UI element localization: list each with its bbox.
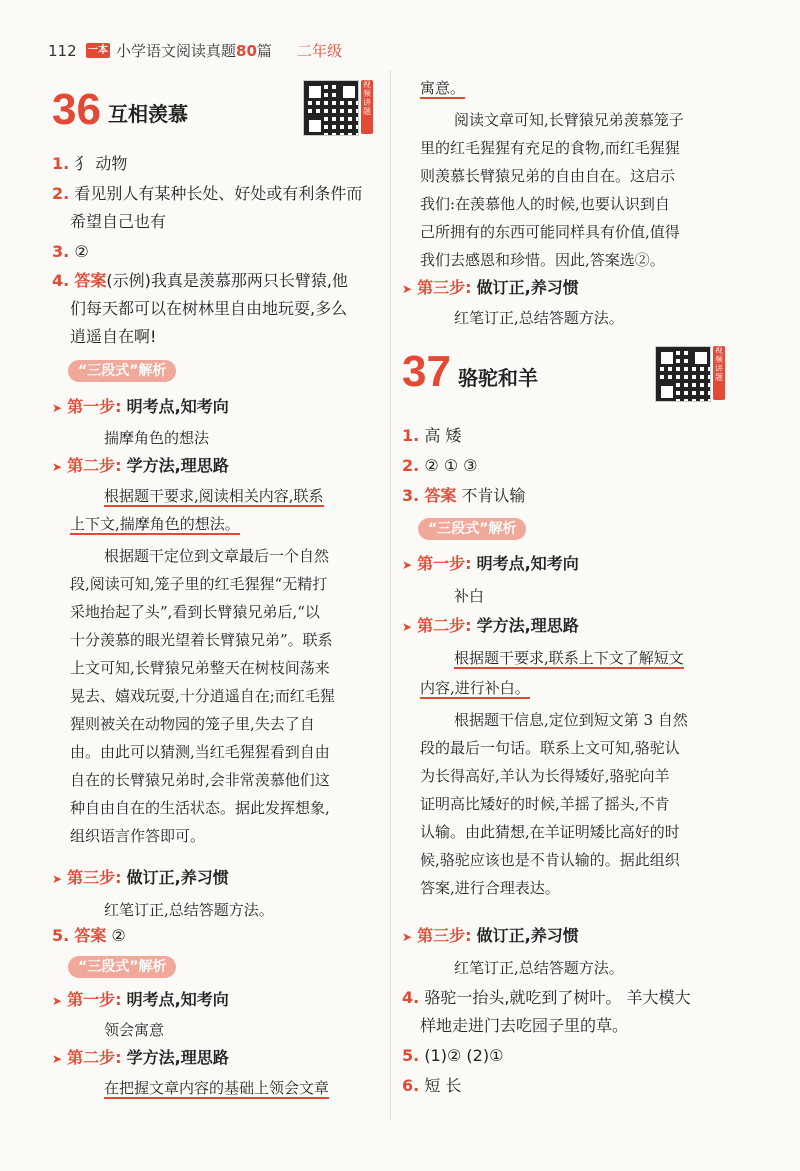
arrow-icon: ➤ (52, 460, 63, 474)
qr-corner-icon (692, 349, 710, 367)
para-line: 段,阅读可知,笼子里的红毛猩猩“无精打 (70, 575, 328, 593)
q37-2 (402, 454, 478, 478)
step2-label: 第二步: (417, 616, 472, 635)
section-36-title: 互相羡慕 (108, 102, 188, 126)
section-37-title: 骆驼和羊 (458, 366, 538, 390)
video-explain-tag[interactable]: 视频讲题 (713, 346, 725, 400)
s37-step2-method-line2 (420, 674, 530, 702)
q37-1-answer: 高 矮 (424, 426, 462, 445)
q36-4-line3: 逍遥自在啊! (70, 327, 157, 346)
para-line: 我们去感恩和珍惜。因此,答案选②。 (420, 251, 665, 269)
step2-text: 学方法,理思路 (476, 616, 579, 635)
badge-text: 解析 (138, 363, 167, 379)
s37-step3-heading (402, 924, 579, 949)
q36-4-line1: (示例)我真是羡慕那两只长臂猿,他 (106, 271, 348, 290)
analysis-paragraph (70, 542, 382, 850)
s37-step2-heading (402, 614, 579, 639)
q36-4 (52, 269, 348, 293)
q37-6-answer: 短 长 (424, 1076, 462, 1095)
answer-label: 答案 (74, 926, 107, 945)
step3-text: 做订正,养习惯 (476, 278, 579, 297)
q36-5 (52, 924, 126, 948)
badge-quote: “三段式” (78, 959, 139, 975)
q37-4-line2: 样地走进门去吃园子里的草。 (420, 1016, 629, 1035)
underlined-text: 在把握文章内容的基础上领会文章 (104, 1079, 330, 1097)
qr-corner-icon (306, 117, 324, 135)
q37-1-num: 1. (402, 426, 420, 445)
q37-3-num: 3. (402, 486, 420, 505)
step2-method-line2 (70, 510, 240, 538)
para-line: 为长得高好,羊认为长得矮好,骆驼向羊 (420, 767, 670, 785)
q36-3-answer: ② (74, 242, 89, 261)
q36-1-answer: 犭 动物 (74, 154, 128, 173)
para-line: 我们:在羡慕他人的时候,也要认识到自 (420, 195, 670, 213)
q37-2-answer: ② ① ③ (424, 456, 478, 475)
q36-1 (52, 152, 127, 176)
para-line: 根据题干定位到文章最后一个自然 (104, 547, 330, 565)
para-line: 组织语言作答即可。 (70, 827, 206, 845)
arrow-icon: ➤ (52, 872, 63, 886)
qr-corner-icon (306, 83, 324, 101)
s37-step2-method-line1 (454, 644, 684, 672)
arrow-icon: ➤ (52, 1052, 63, 1066)
q5-step2-heading (52, 1046, 229, 1071)
para-line: 上文可知,长臂猿兄弟整天在树枝间荡来 (70, 659, 330, 677)
step1-label: 第一步: (67, 397, 122, 416)
brand-logo: 一本 (88, 45, 108, 56)
step3-body: 红笔订正,总结答题方法。 (104, 901, 274, 919)
para-line: 段的最后一句话。联系上文可知,骆驼认 (420, 739, 680, 757)
column-divider (390, 70, 391, 1120)
step2-text: 学方法,理思路 (126, 1048, 229, 1067)
badge-quote: “三段式” (428, 521, 489, 537)
step1-label: 第一步: (67, 990, 122, 1009)
para-line: 里的红毛猩猩有充足的食物,而红毛猩猩 (420, 139, 680, 157)
badge-quote: “三段式” (78, 363, 139, 379)
answer-label: 答案 (74, 271, 107, 290)
para-line: 种自由自在的生活状态。据此发挥想象, (70, 799, 330, 817)
q5-step1-body: 领会寓意 (104, 1021, 165, 1039)
step3-heading (52, 866, 229, 891)
step1-text: 明考点,知考向 (126, 990, 229, 1009)
para-line: 候,骆驼应该也是不肯认输的。据此组织 (420, 851, 680, 869)
arrow-icon: ➤ (402, 620, 413, 634)
q36-5-num: 5. (52, 926, 70, 945)
q5-step2-method (104, 1074, 329, 1102)
step3-text: 做订正,养习惯 (126, 868, 229, 887)
qr-corner-icon (340, 83, 358, 101)
para-line: 证明高比矮好的时候,羊摇了摇头,不肯 (420, 795, 670, 813)
step3-text: 做订正,养习惯 (476, 926, 579, 945)
q36-3 (52, 240, 89, 264)
s37-step1-body: 补白 (454, 587, 485, 605)
q36-1-num: 1. (52, 154, 70, 173)
step3-label: 第三步: (67, 868, 122, 887)
q36-2 (52, 182, 362, 206)
badge-text: 解析 (138, 959, 167, 975)
step3-heading-right (402, 276, 579, 301)
q37-3 (402, 484, 525, 508)
q36-2-num: 2. (52, 184, 70, 203)
para-line: 则羡慕长臂猿兄弟的自由自在。这启示 (420, 167, 676, 185)
video-explain-tag[interactable]: 视频讲题 (361, 80, 373, 134)
step3-label: 第三步: (417, 278, 472, 297)
step1-body: 揣摩角色的想法 (104, 429, 210, 447)
answer-label: 答案 (424, 486, 457, 505)
underlined-text: 根据题干要求,阅读相关内容,联系 (104, 487, 324, 505)
q36-2-line1: 看见别人有某种长处、好处或有利条件而 (74, 184, 363, 203)
q37-4-num: 4. (402, 988, 420, 1007)
para-line: 猩则被关在动物园的笼子里,失去了自 (70, 715, 315, 733)
para-line: 十分羡慕的眼光望着长臂猿兄弟”。联系 (70, 631, 333, 649)
q37-3-answer: 不肯认输 (461, 486, 526, 505)
underlined-text: 内容,进行补白。 (420, 679, 530, 697)
book-title (116, 40, 272, 61)
step1-label: 第一步: (417, 554, 472, 573)
q36-5-answer: ② (111, 926, 126, 945)
para-line: 自在的长臂猿兄弟时,会非常羡慕他们这 (70, 771, 330, 789)
s37-analysis-paragraph (420, 706, 740, 902)
q37-4 (402, 986, 691, 1010)
q37-1 (402, 424, 461, 448)
para-line: 己所拥有的东西可能同样具有价值,值得 (420, 223, 680, 241)
section-37-number: 37 (402, 347, 451, 396)
q37-5-answer: (1)② (2)① (424, 1046, 504, 1065)
qr-code-icon[interactable] (303, 80, 359, 136)
para-line: 采地抬起了头”,看到长臂猿兄弟后,“以 (70, 603, 320, 621)
q37-5 (402, 1044, 503, 1068)
q5-step1-heading (52, 988, 229, 1013)
book-title-suffix: 篇 (256, 42, 272, 60)
step1-text: 明考点,知考向 (476, 554, 579, 573)
q36-4-line2: 们每天都可以在树林里自由地玩耍,多么 (70, 299, 348, 318)
para-line: 晃去、嬉戏玩耍,十分逍遥自在;而红毛猩 (70, 687, 335, 705)
step3-label: 第三步: (417, 926, 472, 945)
q37-5-num: 5. (402, 1046, 420, 1065)
page-number: 112 (48, 42, 77, 60)
step2-label: 第二步: (67, 456, 122, 475)
q37-4-line1: 骆驼一抬头,就吃到了树叶。 羊大模大 (424, 988, 691, 1007)
step2-heading (52, 454, 229, 479)
underlined-text: 寓意。 (420, 79, 466, 97)
para-line: 阅读文章可知,长臂猿兄弟羡慕笼子 (454, 111, 684, 129)
grade-label: 二年级 (297, 42, 343, 60)
analysis-badge (418, 518, 526, 540)
step2-text: 学方法,理思路 (126, 456, 229, 475)
arrow-icon: ➤ (402, 558, 413, 572)
section-36-number: 36 (52, 85, 101, 134)
q36-4-num: 4. (52, 271, 70, 290)
continued-method (420, 74, 465, 102)
para-line: 答案,进行合理表达。 (420, 879, 560, 897)
para-line: 根据题干信息,定位到短文第 3 自然 (454, 711, 688, 729)
arrow-icon: ➤ (52, 401, 63, 415)
analysis-badge (68, 360, 176, 382)
q37-2-num: 2. (402, 456, 420, 475)
arrow-icon: ➤ (402, 930, 413, 944)
q37-6 (402, 1074, 461, 1098)
q37-6-num: 6. (402, 1076, 420, 1095)
para-line: 由。由此可以猜测,当红毛猩猩看到自由 (70, 743, 330, 761)
qr-code-icon[interactable] (655, 346, 711, 402)
arrow-icon: ➤ (52, 994, 63, 1008)
analysis-badge (68, 956, 176, 978)
s37-step1-heading (402, 552, 579, 577)
analysis-paragraph-right (420, 106, 740, 274)
arrow-icon: ➤ (402, 282, 413, 296)
qr-corner-icon (658, 383, 676, 401)
step1-heading (52, 395, 229, 420)
qr-corner-icon (658, 349, 676, 367)
underlined-text: 上下文,揣摩角色的想法。 (70, 515, 240, 533)
q36-2-line2: 希望自己也有 (70, 212, 167, 231)
s37-step3-body: 红笔订正,总结答题方法。 (454, 959, 624, 977)
step2-label: 第二步: (67, 1048, 122, 1067)
para-line: 认输。由此猜想,在羊证明矮比高好的时 (420, 823, 680, 841)
book-title-number: 80 (236, 42, 257, 60)
q36-3-num: 3. (52, 242, 70, 261)
step3-body-right: 红笔订正,总结答题方法。 (454, 309, 624, 327)
step2-method-line1 (104, 482, 324, 510)
badge-text: 解析 (488, 521, 517, 537)
step1-text: 明考点,知考向 (126, 397, 229, 416)
underlined-text: 根据题干要求,联系上下文了解短文 (454, 649, 684, 667)
book-title-prefix: 小学语文阅读真题 (116, 42, 237, 60)
